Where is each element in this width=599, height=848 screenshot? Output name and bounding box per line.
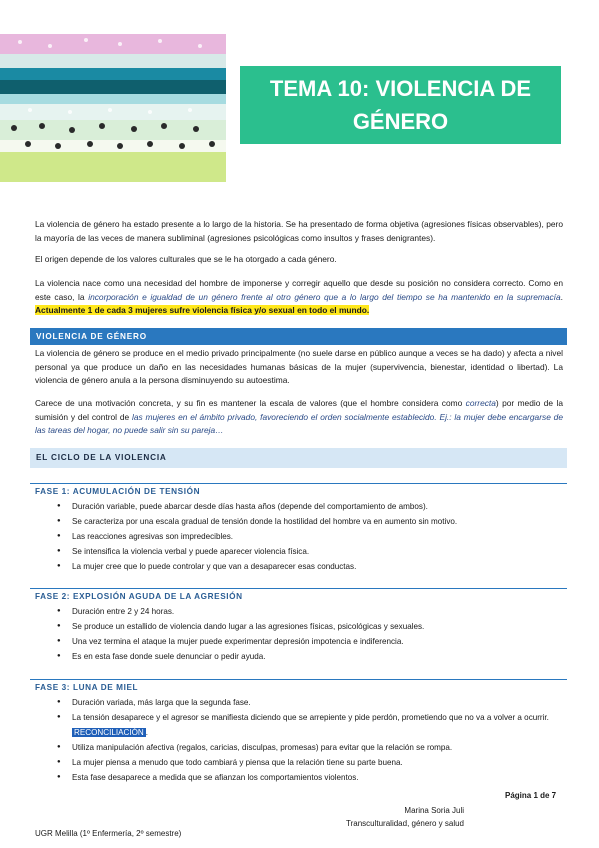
section1-p2-text-a: Carece de una motivación concreta, y su fin es mantener la escala de valores (que el hombre considera como [35,398,466,408]
phase3-title: FASE 3: LUNA DE MIEL [35,683,139,692]
section-heading-ciclo: EL CICLO DE LA VIOLENCIA [30,448,567,468]
page-title [240,66,561,144]
title-line-2: GÉNERO [352,109,449,134]
author-name: Marina Soria Juli [404,806,464,815]
intro-p3-text: La violencia nace como una necesidad del hombre de imponerse y corregir aquello que desde su posición no considera correcto. Como en este caso, la [35,278,563,302]
phase1-divider [30,483,567,484]
phase3-list [35,695,565,785]
list-item: ● Utiliza manipulación afectiva (regalos, caricias, disculpas, promesas) para evitar que la relación se rompa. [35,740,565,755]
section1-p2-text-b: ) por medio de la sumisión y del control de [35,398,563,422]
decorative-banner [0,34,226,182]
list-item: ● Se caracteriza por una escala gradual de tensión donde la hostilidad del hombre va en aumento sin motivo. [35,514,565,529]
phase2-list [35,604,565,664]
list-item: ● Duración entre 2 y 24 horas. [35,604,565,619]
list-item: ● Duración variada, más larga que la segunda fase. [35,695,565,710]
list-item [35,710,565,740]
phase3-item2-end: . [145,728,148,737]
list-item: ● Una vez termina el ataque la mujer puede experimentar depresión impotencia e indiferencia. [35,634,565,649]
list-item: ● Se intensifica la violencia verbal y puede aparecer violencia física. [35,544,565,559]
phase3-item2-text: La tensión desaparece y el agresor se manifiesta diciendo que se arrepiente y pide perdón, prometiendo que no va a volver a ocurrir. [72,713,549,722]
phase1-title: FASE 1: ACUMULACIÓN DE TENSIÓN [35,487,201,496]
watercolor-stripes-image [0,34,226,182]
list-item: ● Esta fase desaparece a medida que se afianzan los comportamientos violentos. [35,770,565,785]
intro-p3-italic: incorporación e igualdad de un género frente al otro género que a lo largo del tiempo se ha mantenido en la supremacía [88,291,561,302]
section-heading-violencia: VIOLENCIA DE GÉNERO [30,328,567,345]
intro-paragraph-1: La violencia de género ha estado presente a lo largo de la historia. Se ha presentado de forma objetiva (agresiones físicas observables), pero la mayoría de las veces de manera subliminal (agresiones psicológicas como insultos y frases denigrantes). [35,219,563,243]
list-item: ● Es en esta fase donde suele denunciar o pedir ayuda. [35,649,565,664]
page-number: Página 1 de 7 [505,791,557,800]
course-info: UGR Melilla (1º Enfermería, 2º semestre) [35,829,182,838]
course-subject: Transculturalidad, género y salud [346,819,464,828]
section1-p2-italic-1: correcta [465,398,496,408]
list-item: ● Duración variable, puede abarcar desde días hasta años (depende del comportamiento de ambos). [35,499,565,514]
section1-paragraph-2 [35,397,563,438]
intro-paragraph-2: El origen depende de los valores culturales que se le ha otorgado a cada género. [35,254,337,264]
statistic-highlight: Actualmente 1 de cada 3 mujeres sufre violencia física y/o sexual en todo el mundo. [35,305,370,315]
section1-p2-italic-2: las mujeres en el ámbito privado, favoreciendo el orden socialmente establecido. Ej.: la mujer debe encargarse de las tareas del hogar, no puede salir sin su pareja… [35,411,563,435]
phase3-divider [30,679,567,680]
list-item: ● Se produce un estallido de violencia dando lugar a las agresiones físicas, psicológicas y sexuales. [35,619,565,634]
list-item: ● La mujer cree que lo puede controlar y que van a desaparecer esas conductas. [35,559,565,574]
reconciliation-highlight: RECONCILIACIÓN [74,728,144,737]
list-item: ● La mujer piensa a menudo que todo cambiará y piensa que la relación tiene su parte buena. [35,755,565,770]
phase2-divider [30,588,567,589]
intro-p3-sep: . [560,291,563,302]
list-item: ● Las reacciones agresivas son impredecibles. [35,529,565,544]
intro-paragraph-3 [35,277,563,318]
section1-paragraph-1: La violencia de género se produce en el medio privado principalmente (no suele darse en público aunque a veces se ha dado) y afecta a nivel personal ya que produce un daño en las necesidades humanas básicas de la mujer (supervivencia, bienestar, identidad o libertad). La violencia de género anula a la persona disminuyendo su autoestima. [35,348,563,385]
phase1-list [35,499,565,574]
title-line-1: TEMA 10: VIOLENCIA DE [269,76,532,101]
phase2-title: FASE 2: EXPLOSIÓN AGUDA DE LA AGRESIÓN [35,592,243,601]
